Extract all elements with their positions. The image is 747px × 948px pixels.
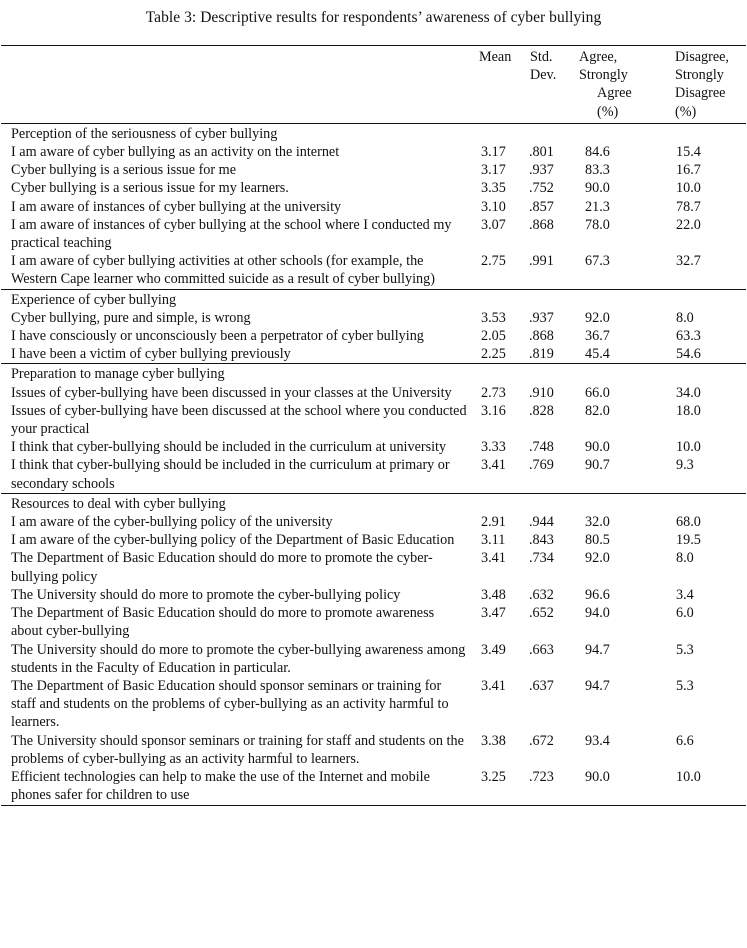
- mean-value: 3.47: [481, 605, 506, 622]
- item-text: I think that cyber-bullying should be included in the curriculum at university: [11, 439, 447, 456]
- std-dev-value: .632: [529, 586, 554, 603]
- table-row: [1, 384, 746, 402]
- disagree-percent: 18.0: [676, 402, 701, 419]
- std-dev-value: .723: [523, 768, 573, 806]
- mean-value: 3.33: [481, 439, 506, 456]
- std-dev-value: .752: [529, 180, 554, 197]
- table-row: [1, 513, 746, 531]
- header-disagree-line: Disagree: [675, 85, 726, 102]
- std-dev-value: .828: [529, 402, 554, 419]
- disagree-percent: 5.3: [676, 641, 694, 658]
- disagree-percent: 5.3: [676, 677, 694, 694]
- disagree-percent: 34.0: [676, 384, 701, 401]
- disagree-percent: 54.6: [676, 346, 701, 363]
- table-row: [1, 345, 746, 364]
- table-header-row: [1, 46, 746, 124]
- item-text: The University should do more to promote the cyber-bullying policy: [11, 586, 401, 603]
- table-section: [1, 123, 746, 289]
- item-text: The Department of Basic Education should do more to promote awareness about cyber-bullying: [11, 605, 435, 640]
- agree-percent: 96.6: [585, 586, 610, 603]
- mean-value: 3.17: [481, 162, 506, 179]
- header-agree-line: Agree,: [579, 49, 618, 65]
- agree-percent: 94.7: [585, 641, 610, 658]
- header-disagree-line: Disagree,: [675, 49, 729, 65]
- header-agree-line: Strongly: [579, 67, 628, 84]
- mean-value: 3.53: [481, 309, 506, 326]
- item-text: I am aware of instances of cyber bullying at the university: [11, 198, 342, 215]
- table-row: [1, 327, 746, 345]
- agree-percent: 32.0: [585, 514, 610, 531]
- header-disagree-line: Strongly: [675, 67, 724, 84]
- std-dev-value: .672: [529, 732, 554, 749]
- header-mean: [471, 46, 523, 124]
- item-text: I am aware of the cyber-bullying policy of the Department of Basic Education: [11, 532, 455, 549]
- section-title: Preparation to manage cyber bullying: [1, 364, 746, 384]
- std-dev-value: .801: [529, 144, 554, 161]
- agree-percent: 90.0: [585, 439, 610, 456]
- section-title: Resources to deal with cyber bullying: [1, 493, 746, 513]
- section-heading-row: [1, 364, 746, 384]
- table-row: [1, 216, 746, 252]
- disagree-percent: 16.7: [676, 162, 701, 179]
- mean-value: 3.41: [481, 677, 506, 694]
- disagree-percent: 19.5: [676, 532, 701, 549]
- table-row: [1, 586, 746, 604]
- item-text: Cyber bullying is a serious issue for me: [11, 162, 236, 179]
- disagree-percent: 32.7: [676, 253, 701, 270]
- table-row: [1, 252, 746, 289]
- std-dev-value: .910: [529, 384, 554, 401]
- header-agree-line: (%): [597, 103, 619, 120]
- std-dev-value: .663: [529, 641, 554, 658]
- section-title: Perception of the seriousness of cyber bullying: [11, 125, 278, 142]
- table-row: [1, 604, 746, 640]
- disagree-percent: 68.0: [676, 514, 701, 531]
- agree-percent: 36.7: [585, 328, 610, 345]
- disagree-percent: 10.0: [676, 180, 701, 197]
- mean-value: 3.35: [481, 180, 506, 197]
- table-caption: Table 3: Descriptive results for respondents’ awareness of cyber bullying: [145, 9, 602, 26]
- table-row: [1, 309, 746, 327]
- disagree-percent: 10.0: [653, 768, 746, 806]
- disagree-percent: 8.0: [676, 309, 694, 326]
- agree-percent: 66.0: [585, 384, 610, 401]
- agree-percent: 90.0: [573, 768, 653, 806]
- item-text: Issues of cyber-bullying have been discussed at the school where you conducted your practical: [11, 402, 467, 438]
- disagree-percent: 15.4: [676, 144, 701, 161]
- item-text: I think that cyber-bullying should be included in the curriculum at primary or secondary schools: [11, 457, 450, 492]
- table-row: [1, 438, 746, 456]
- std-dev-value: .748: [529, 439, 554, 456]
- item-text: Issues of cyber-bullying have been discussed in your classes at the University: [11, 384, 452, 401]
- std-dev-value: .991: [529, 253, 554, 270]
- mean-value: 2.25: [481, 346, 506, 363]
- std-dev-value: .843: [529, 532, 554, 549]
- std-dev-value: .868: [529, 328, 554, 345]
- mean-value: 3.17: [481, 144, 506, 161]
- item-text: I am aware of the cyber-bullying policy of the university: [11, 514, 333, 531]
- table-row: [1, 198, 746, 216]
- item-text: The Department of Basic Education should sponsor seminars or training for staff and students on the problems of cyber-bullying as an activity harmful to learners.: [11, 677, 449, 731]
- disagree-percent: 10.0: [676, 439, 701, 456]
- item-text: I have been a victim of cyber bullying previously: [11, 346, 291, 363]
- item-text: The University should do more to promote the cyber-bullying awareness among students in the Faculty of Education in particular.: [11, 641, 466, 676]
- disagree-percent: 3.4: [676, 586, 694, 603]
- item-text: The University should sponsor seminars or training for staff and students on the problems of cyber-bullying as an activity harmful to learners.: [11, 732, 464, 767]
- disagree-percent: 6.6: [676, 732, 694, 749]
- agree-percent: 83.3: [585, 162, 610, 179]
- mean-value: 2.75: [481, 253, 506, 270]
- item-text: The Department of Basic Education should do more to promote the cyber-bullying policy: [11, 550, 433, 585]
- agree-percent: 80.5: [585, 532, 610, 549]
- header-disagree-line: (%): [675, 103, 697, 120]
- mean-value: 3.41: [481, 457, 506, 474]
- mean-value: 3.38: [481, 732, 506, 749]
- header-std-dev-line: Dev.: [530, 67, 557, 84]
- table-row: [1, 549, 746, 585]
- table-row: [1, 143, 746, 161]
- mean-value: 2.05: [481, 328, 506, 345]
- table-row: [1, 161, 746, 179]
- section-heading-row: [1, 123, 746, 143]
- std-dev-value: .652: [529, 605, 554, 622]
- item-text: Efficient technologies can help to make the use of the Internet and mobile phones safer for children to use: [1, 768, 471, 806]
- mean-value: 2.73: [481, 384, 506, 401]
- header-agree: [573, 46, 653, 124]
- header-mean-label: Mean: [479, 49, 512, 65]
- std-dev-value: .944: [529, 514, 554, 531]
- agree-percent: 78.0: [585, 216, 610, 233]
- table-section: [1, 289, 746, 364]
- agree-percent: 92.0: [585, 309, 610, 326]
- disagree-percent: 6.0: [676, 605, 694, 622]
- table-section: [1, 364, 746, 493]
- table-row: [1, 768, 746, 806]
- agree-percent: 94.7: [585, 677, 610, 694]
- table-section: [1, 493, 746, 805]
- table-row: [1, 677, 746, 732]
- disagree-percent: 78.7: [676, 198, 701, 215]
- header-std-dev: [523, 46, 573, 124]
- item-text: I am aware of cyber bullying activities at other schools (for example, the Western Cape learner who committed suicide as a result of cyber bullying): [11, 253, 435, 288]
- std-dev-value: .868: [529, 216, 554, 233]
- mean-value: 3.07: [481, 216, 506, 233]
- table-row: [1, 456, 746, 493]
- agree-percent: 90.0: [585, 180, 610, 197]
- std-dev-value: .857: [529, 198, 554, 215]
- agree-percent: 94.0: [585, 605, 610, 622]
- disagree-percent: 8.0: [676, 550, 694, 567]
- mean-value: 3.11: [481, 532, 506, 549]
- disagree-percent: 63.3: [676, 328, 701, 345]
- mean-value: 2.91: [481, 514, 506, 531]
- section-heading-row: [1, 289, 746, 309]
- mean-value: 3.41: [481, 550, 506, 567]
- mean-value: 3.10: [481, 198, 506, 215]
- std-dev-value: .734: [529, 550, 554, 567]
- std-dev-value: .937: [529, 162, 554, 179]
- agree-percent: 90.7: [585, 457, 610, 474]
- table-row: [1, 179, 746, 197]
- disagree-percent: 22.0: [676, 216, 701, 233]
- mean-value: 3.48: [481, 586, 506, 603]
- agree-percent: 67.3: [585, 253, 610, 270]
- std-dev-value: .937: [529, 309, 554, 326]
- item-text: Cyber bullying, pure and simple, is wrong: [11, 309, 251, 326]
- item-text: I am aware of instances of cyber bullying at the school where I conducted my practical teaching: [11, 216, 452, 252]
- agree-percent: 45.4: [585, 346, 610, 363]
- agree-percent: 21.3: [585, 198, 610, 215]
- agree-percent: 82.0: [585, 402, 610, 419]
- header-item: [1, 46, 471, 124]
- agree-percent: 93.4: [585, 732, 610, 749]
- header-agree-line: Agree: [597, 85, 632, 102]
- agree-percent: 84.6: [585, 144, 610, 161]
- header-std-dev-line: Std.: [530, 49, 553, 65]
- section-title: Experience of cyber bullying: [1, 289, 746, 309]
- mean-value: 3.16: [481, 402, 506, 419]
- item-text: I am aware of cyber bullying as an activity on the internet: [11, 144, 340, 161]
- table-row: [1, 732, 746, 768]
- mean-value: 3.25: [471, 768, 523, 806]
- disagree-percent: 9.3: [676, 457, 694, 474]
- std-dev-value: .637: [529, 677, 554, 694]
- table-row: [1, 402, 746, 438]
- table-row: [1, 531, 746, 549]
- mean-value: 3.49: [481, 641, 506, 658]
- std-dev-value: .819: [529, 346, 554, 363]
- section-heading-row: [1, 493, 746, 513]
- item-text: I have consciously or unconsciously been a perpetrator of cyber bullying: [11, 328, 424, 345]
- item-text: Cyber bullying is a serious issue for my learners.: [11, 180, 289, 197]
- std-dev-value: .769: [529, 457, 554, 474]
- header-disagree: [653, 46, 746, 124]
- table-row: [1, 641, 746, 677]
- agree-percent: 92.0: [585, 550, 610, 567]
- descriptive-results-table: [1, 45, 746, 806]
